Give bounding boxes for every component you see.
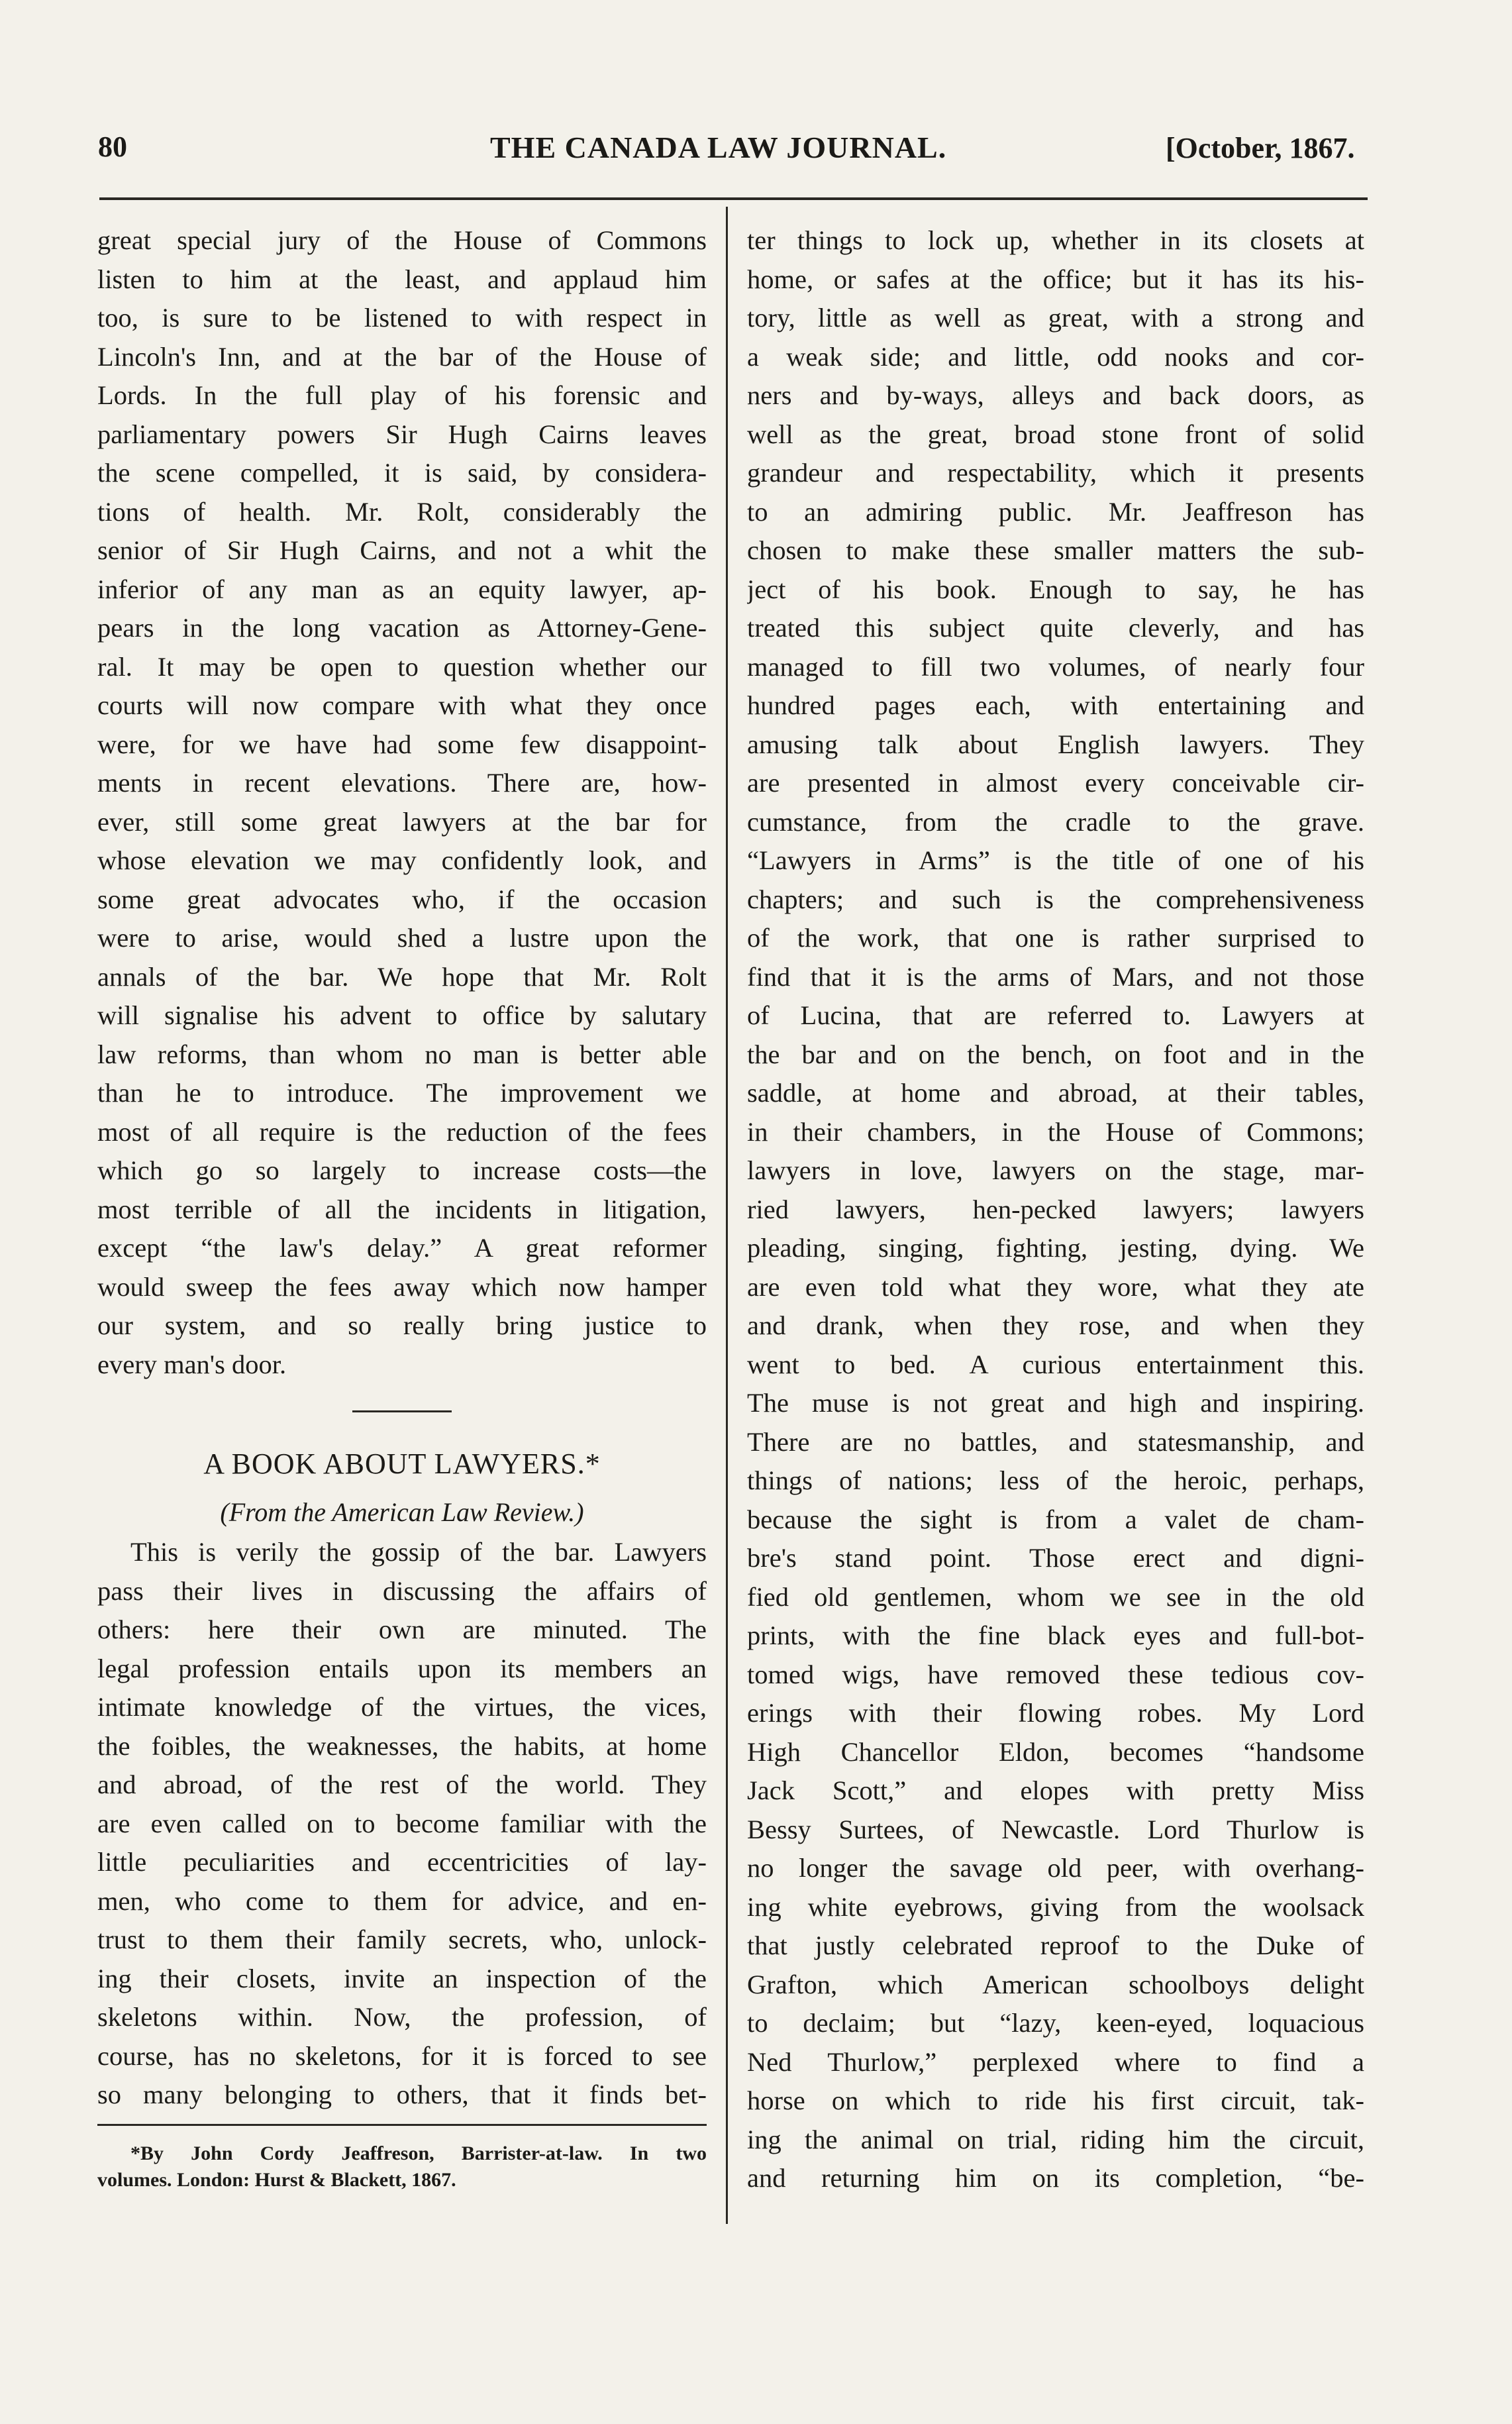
text-line: amusing talk about English lawyers. They <box>747 729 1364 759</box>
text-line: skeletons within. Now, the profession, of <box>97 2002 707 2032</box>
text-line: every man's door. <box>97 1349 287 1379</box>
text-line: Lincoln's Inn, and at the bar of the House of <box>97 341 707 372</box>
text-line: are even called on to become familiar with the <box>97 1808 707 1838</box>
text-line: are even told what they wore, what they ate <box>747 1271 1364 1302</box>
text-line: of the work, that one is rather surprised to <box>747 923 1364 953</box>
text-line: lawyers in love, lawyers on the stage, mar- <box>747 1155 1364 1185</box>
text-line: intimate knowledge of the virtues, the vices, <box>97 1692 707 1722</box>
header-rule <box>99 197 1368 200</box>
right-paragraph <box>747 221 1364 2198</box>
text-line: managed to fill two volumes, of nearly four <box>747 651 1364 682</box>
text-line: Jack Scott,” and elopes with pretty Miss <box>747 1775 1364 1805</box>
text-line: chosen to make these smaller matters the sub- <box>747 535 1364 565</box>
text-line: find that it is the arms of Mars, and not those <box>747 961 1364 992</box>
text-line: of Lucina, that are referred to. Lawyers at <box>747 1000 1364 1030</box>
text-line: chapters; and such is the comprehensiveness <box>747 884 1364 914</box>
article-source <box>97 1493 707 1532</box>
article-title: A BOOK ABOUT LAWYERS.* <box>203 1448 601 1480</box>
text-line: are presented in almost every conceivable cir- <box>747 768 1364 798</box>
text-line: except “the law's delay.” A great reformer <box>97 1233 707 1263</box>
text-line: our system, and so really bring justice to <box>97 1310 707 1340</box>
text-line: cumstance, from the cradle to the grave. <box>747 806 1364 837</box>
text-line: Lords. In the full play of his forensic and <box>97 380 707 410</box>
text-line: courts will now compare with what they once <box>97 690 707 720</box>
text-line: grandeur and respectability, which it presents <box>747 458 1364 488</box>
page-number: 80 <box>98 131 127 163</box>
section-divider <box>352 1410 452 1412</box>
text-line: the foibles, the weaknesses, the habits, at home <box>97 1730 707 1761</box>
text-line: most terrible of all the incidents in litigation, <box>97 1194 707 1224</box>
text-line: and returning him on its completion, “be- <box>747 2163 1364 2193</box>
article-paragraph <box>97 1533 707 2115</box>
text-line: listen to him at the least, and applaud him <box>97 264 707 294</box>
continued-paragraph <box>97 221 707 1384</box>
text-line: saddle, at home and abroad, at their tables, <box>747 1078 1364 1108</box>
text-line: inferior of any man as an equity lawyer, ap- <box>97 574 707 604</box>
text-line: so many belonging to others, that it finds bet- <box>97 2080 707 2109</box>
text-line: and abroad, of the rest of the world. They <box>97 1769 707 1799</box>
text-line: tomed wigs, have removed these tedious cov- <box>747 1659 1364 1689</box>
text-line: others: here their own are minuted. The <box>97 1614 707 1644</box>
text-line: annals of the bar. We hope that Mr. Rolt <box>97 961 707 992</box>
text-line: hundred pages each, with entertaining and <box>747 690 1364 720</box>
text-line: Grafton, which American schoolboys delight <box>747 1969 1364 1999</box>
left-column <box>97 221 707 2193</box>
text-line: This is verily the gossip of the bar. Lawyers <box>130 1537 707 1567</box>
column-divider <box>726 207 728 2224</box>
text-line: horse on which to ride his first circuit, tak- <box>747 2085 1364 2115</box>
text-line: too, is sure to be listened to with respect in <box>97 303 707 333</box>
text-line: ried lawyers, hen-pecked lawyers; lawyers <box>747 1194 1364 1224</box>
text-line: because the sight is from a valet de cham- <box>747 1504 1364 1534</box>
text-line: than he to introduce. The improvement we <box>97 1078 707 1108</box>
text-line: trust to them their family secrets, who, unlock- <box>97 1924 707 1954</box>
text-line: whose elevation we may confidently look, and <box>97 845 707 875</box>
footnote <box>97 2140 707 2193</box>
text-line: ever, still some great lawyers at the bar for <box>97 806 707 837</box>
text-line: no longer the savage old peer, with overhang- <box>747 1853 1364 1883</box>
text-line: Ned Thurlow,” perplexed where to find a <box>747 2046 1364 2077</box>
text-line: will signalise his advent to office by salutary <box>97 1000 707 1030</box>
article-source-text: (From the American Law Review.) <box>220 1497 584 1527</box>
text-line: were to arise, would shed a lustre upon the <box>97 923 707 953</box>
text-line: men, who come to them for advice, and en- <box>97 1885 707 1916</box>
text-line: would sweep the fees away which now hamper <box>97 1271 707 1302</box>
text-line: the bar and on the bench, on foot and in the <box>747 1039 1364 1069</box>
text-line: ing the animal on trial, riding him the circuit, <box>747 2124 1364 2154</box>
text-line: that justly celebrated reproof to the Duke of <box>747 1930 1364 1960</box>
text-line: tory, little as well as great, with a strong and <box>747 303 1364 333</box>
text-line: and drank, when they rose, and when they <box>747 1310 1364 1340</box>
text-line: the scene compelled, it is said, by considera- <box>97 458 707 488</box>
text-line: law reforms, than whom no man is better able <box>97 1039 707 1069</box>
text-line: some great advocates who, if the occasion <box>97 884 707 914</box>
text-line: most of all require is the reduction of the fees <box>97 1116 707 1147</box>
text-line: legal profession entails upon its members an <box>97 1653 707 1683</box>
text-line: pears in the long vacation as Attorney-Gene- <box>97 613 707 643</box>
text-line: ners and by-ways, alleys and back doors, as <box>747 380 1364 410</box>
text-line: great special jury of the House of Commons <box>97 225 707 255</box>
text-line: senior of Sir Hugh Cairns, and not a whit the <box>97 535 707 565</box>
text-line: The muse is not great and high and inspiring. <box>747 1388 1364 1418</box>
text-line: went to bed. A curious entertainment this. <box>747 1349 1364 1379</box>
text-line: ter things to lock up, whether in its closets at <box>747 225 1364 255</box>
text-line: prints, with the fine black eyes and full-bot- <box>747 1620 1364 1650</box>
text-line: *By John Cordy Jeaffreson, Barrister-at-law. In two <box>130 2142 707 2164</box>
text-line: which go so largely to increase costs—the <box>97 1155 707 1185</box>
text-line: ing white eyebrows, giving from the woolsack <box>747 1891 1364 1922</box>
text-line: bre's stand point. Those erect and digni- <box>747 1543 1364 1573</box>
text-line: ing their closets, invite an inspection of the <box>97 1963 707 1993</box>
text-line: parliamentary powers Sir Hugh Cairns leaves <box>97 419 707 449</box>
text-line: “Lawyers in Arms” is the title of one of his <box>747 845 1364 875</box>
text-line: ject of his book. Enough to say, he has <box>747 574 1364 604</box>
text-line: fied old gentlemen, whom we see in the old <box>747 1581 1364 1612</box>
text-line: ments in recent elevations. There are, how- <box>97 768 707 798</box>
footnote-rule <box>97 2124 707 2126</box>
text-line: course, has no skeletons, for it is forced to see <box>97 2040 707 2071</box>
text-line: pass their lives in discussing the affairs of <box>97 1575 707 1606</box>
text-line: There are no battles, and statesmanship, and <box>747 1426 1364 1457</box>
text-line: pleading, singing, fighting, jesting, dying. We <box>747 1233 1364 1263</box>
text-line: things of nations; less of the heroic, perhaps, <box>747 1465 1364 1495</box>
text-line: erings with their flowing robes. My Lord <box>747 1698 1364 1728</box>
journal-title: THE CANADA LAW JOURNAL. <box>490 131 947 164</box>
text-line: tions of health. Mr. Rolt, considerably the <box>97 496 707 527</box>
text-line: to an admiring public. Mr. Jeaffreson has <box>747 496 1364 527</box>
text-line: home, or safes at the office; but it has its his- <box>747 264 1364 294</box>
text-line: ral. It may be open to question whether our <box>97 651 707 682</box>
right-column <box>747 221 1364 2198</box>
text-line: Bessy Surtees, of Newcastle. Lord Thurlow is <box>747 1814 1364 1844</box>
text-line: to declaim; but “lazy, keen-eyed, loquacious <box>747 2008 1364 2038</box>
text-line: little peculiarities and eccentricities of lay- <box>97 1847 707 1877</box>
text-line: volumes. London: Hurst & Blackett, 1867. <box>97 2168 456 2191</box>
text-line: treated this subject quite cleverly, and has <box>747 613 1364 643</box>
text-line: a weak side; and little, odd nooks and cor- <box>747 341 1364 372</box>
text-line: well as the great, broad stone front of solid <box>747 419 1364 449</box>
issue-date: [October, 1867. <box>1166 132 1355 164</box>
text-line: High Chancellor Eldon, becomes “handsome <box>747 1736 1364 1767</box>
text-line: were, for we have had some few disappoint- <box>97 729 707 759</box>
text-line: in their chambers, in the House of Commons; <box>747 1116 1364 1147</box>
